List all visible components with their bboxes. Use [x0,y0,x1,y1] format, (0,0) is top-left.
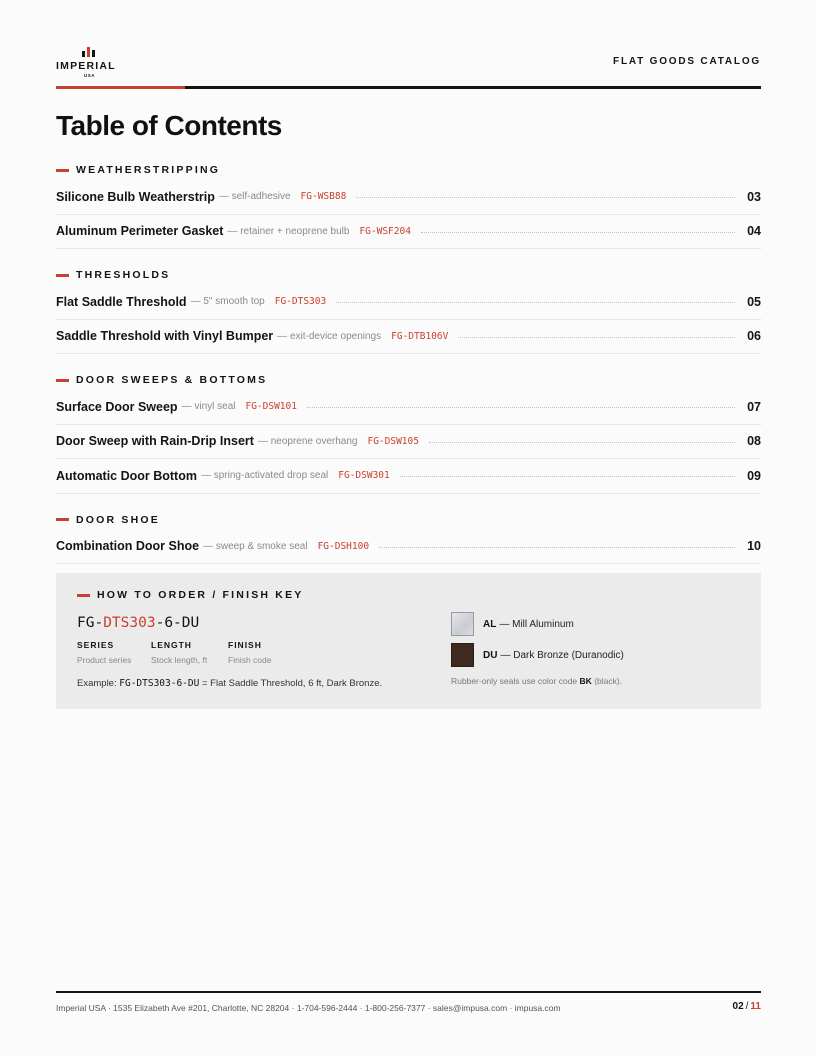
entry-title: Combination Door Shoe [56,539,200,554]
finish-key-item [451,643,624,667]
section-dash [56,518,69,521]
finish-swatch-aluminum [451,612,474,636]
entry-description: — neoprene overhang [257,435,358,447]
section-dash [77,594,90,597]
catalog-title: FLAT GOODS CATALOG [613,56,761,67]
order-example [77,678,382,689]
toc-entry[interactable] [56,285,761,320]
entry-page-number: 05 [747,294,761,309]
finish-code: DU [483,649,498,661]
order-column-label: SERIES [77,640,115,650]
section-dash [56,274,69,277]
entry-description: — spring-activated drop seal [200,470,329,482]
entry-description: — exit-device openings [277,330,382,342]
finish-description: — Dark Bronze (Duranodic) [500,649,624,661]
entry-title: Silicone Bulb Weatherstrip [56,189,215,204]
finish-note [451,676,622,686]
entry-product-code: FG-DSH100 [317,540,370,552]
dot-leader [307,407,735,408]
entry-product-code: FG-DSW101 [245,401,297,413]
finish-key-item [451,612,574,636]
order-code-suffix: -6-DU [155,615,200,631]
entry-title: Flat Saddle Threshold [56,294,187,309]
order-column [151,640,207,665]
section-label: DOOR SHOE [76,513,160,526]
finish-note-text: Rubber-only seals use color code [451,676,578,686]
entry-product-code: FG-DTS303 [274,296,327,308]
toc-section [56,160,761,249]
toc-section [56,370,761,494]
order-example-label: Example: [77,678,117,689]
dot-leader [421,232,735,233]
footer-contact: Imperial USA · 1535 Elizabeth Ave #201, Charlotte, NC 28204 · 1-704-596-2444 · 1-800-256-7377 · sales@impusa.com · impusa.com [56,1003,561,1013]
entry-description: — 5" smooth top [190,296,265,308]
dot-leader [429,442,735,443]
entry-title: Automatic Door Bottom [56,468,197,483]
entry-page-number: 07 [747,399,761,414]
logo-wordmark: IMPERIAL [56,60,116,72]
order-column-value: Finish code [228,655,272,665]
finish-code: AL [483,618,497,630]
entry-page-number: 04 [747,224,761,239]
section-label: DOOR SWEEPS & BOTTOMS [76,374,268,386]
order-code-series: DTS303 [103,615,156,631]
order-heading-label: HOW TO ORDER / FINISH KEY [97,589,304,601]
finish-note-code: BK [579,676,592,686]
entry-title: Aluminum Perimeter Gasket [56,224,224,239]
section-heading [56,265,761,285]
entry-product-code: FG-WSF204 [359,225,411,237]
dot-leader [458,337,735,338]
section-label: THRESHOLDS [76,269,171,281]
finish-description: — Mill Aluminum [499,618,574,630]
dot-leader [400,476,735,477]
toc-entry[interactable] [56,425,761,460]
entry-product-code: FG-DSW105 [367,435,419,447]
toc-entry[interactable] [56,459,761,494]
order-column-label: LENGTH [151,640,192,650]
toc-list [56,160,761,564]
section-heading [56,370,761,390]
page-separator: / [745,1001,749,1012]
entry-title: Surface Door Sweep [56,399,178,414]
entry-title: Door Sweep with Rain-Drip Insert [56,434,254,449]
order-columns [77,640,337,670]
toc-entry[interactable] [56,180,761,215]
order-column-label: FINISH [228,640,262,650]
page-title: Table of Contents [56,110,282,141]
order-code-example [77,615,199,631]
entry-title: Saddle Threshold with Vinyl Bumper [56,329,274,344]
order-column [228,640,271,665]
toc-entry[interactable] [56,215,761,250]
logo-subtext: USA [84,73,96,78]
entry-page-number: 10 [747,539,761,554]
toc-entry[interactable] [56,530,761,565]
toc-section [56,265,761,354]
section-heading [56,160,761,180]
toc-section [56,510,761,565]
entry-product-code: FG-DSW301 [338,470,390,482]
finish-swatch-dark-bronze [451,643,474,667]
entry-page-number: 09 [747,468,761,483]
order-example-code: FG-DTS303-6-DU [119,678,200,689]
section-label: WEATHERSTRIPPING [76,164,221,176]
toc-entry[interactable] [56,390,761,425]
footer-rule [56,991,761,993]
entry-page-number: 03 [747,189,761,204]
entry-description: — retainer + neoprene bulb [227,225,350,237]
entry-product-code: FG-DTB106V [391,330,449,342]
order-column [77,640,131,665]
page-total: 11 [750,1001,761,1012]
page-current: 02 [732,1001,744,1012]
entry-product-code: FG-WSB88 [300,191,347,203]
dot-leader [356,197,735,198]
order-example-text: = Flat Saddle Threshold, 6 ft, Dark Bronze. [201,678,383,689]
entry-page-number: 08 [747,434,761,449]
finish-note-suffix: (black). [594,676,623,686]
entry-description: — sweep & smoke seal [203,540,308,552]
dot-leader [336,302,735,303]
section-dash [56,379,69,382]
toc-entry[interactable] [56,320,761,355]
page-header [56,44,761,90]
order-panel [56,573,761,709]
order-code-prefix: FG- [77,615,104,631]
logo-bars-icon [82,47,98,57]
entry-description: — self-adhesive [218,191,291,203]
dot-leader [379,547,735,548]
header-rule-accent [56,86,185,89]
entry-page-number: 06 [747,329,761,344]
page-number [733,1001,761,1012]
order-column-value: Stock length, ft [151,655,208,665]
entry-description: — vinyl seal [181,401,236,413]
order-column-value: Product series [77,655,132,665]
order-heading [77,589,303,601]
imperial-logo [56,47,128,78]
section-heading [56,510,761,530]
section-dash [56,169,69,172]
